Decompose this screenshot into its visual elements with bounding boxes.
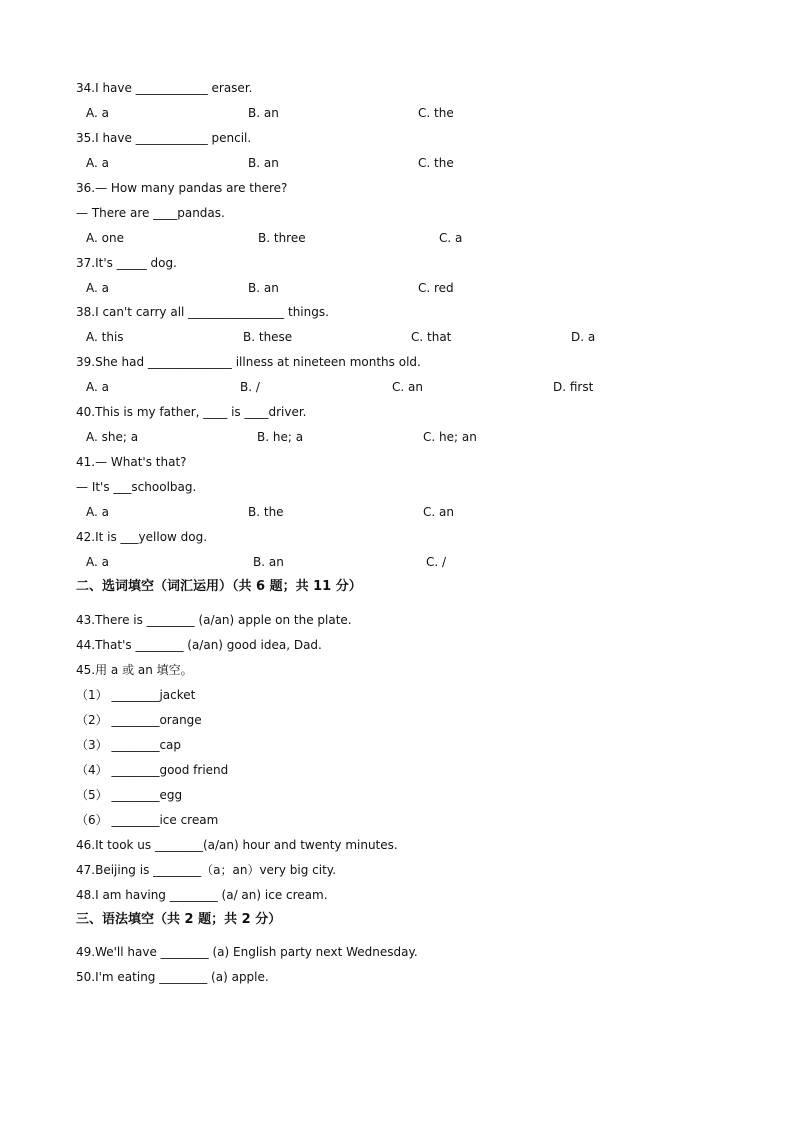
- section-2-title: 二、选词填空（词汇运用）（共 6 题；共 11 分）: [76, 579, 362, 594]
- question-45-item-3: （3） ________cap: [76, 738, 182, 752]
- option-a: A. a: [86, 505, 109, 519]
- question-41-stem2: — It's ___schoolbag.: [76, 480, 197, 494]
- option-c: C. he; an: [423, 430, 477, 444]
- option-d: D. first: [553, 380, 594, 394]
- option-a: A. she; a: [86, 430, 139, 444]
- question-35-stem: 35.I have ____________ pencil.: [76, 131, 252, 145]
- question-45-item-2: （2） ________orange: [76, 713, 202, 727]
- question-42-stem: 42.It is ___yellow dog.: [76, 530, 208, 544]
- option-b: B. these: [243, 330, 293, 344]
- option-b: B. an: [248, 106, 279, 120]
- question-45-item-4: （4） ________good friend: [76, 763, 229, 777]
- question-44: 44.That's ________ (a/an) good idea, Dad.: [76, 638, 322, 652]
- question-40-options: [86, 429, 766, 445]
- option-b: B. an: [248, 281, 279, 295]
- question-36-options: [86, 230, 766, 246]
- question-45-item-5: （5） ________egg: [76, 788, 183, 802]
- question-34-stem: 34.I have ____________ eraser.: [76, 81, 253, 95]
- option-b: B. three: [258, 231, 306, 245]
- option-a: A. this: [86, 330, 124, 344]
- option-d: D. a: [571, 330, 596, 344]
- option-c: C. /: [426, 555, 447, 569]
- option-a: A. a: [86, 281, 109, 295]
- question-48: 48.I am having ________ (a/ an) ice cream.: [76, 888, 328, 902]
- question-36-stem2: — There are ____pandas.: [76, 206, 225, 220]
- option-c: C. an: [392, 380, 423, 394]
- section-3-title: 三、语法填空（共 2 题；共 2 分）: [76, 912, 282, 927]
- question-46: 46.It took us ________(a/an) hour and twenty minutes.: [76, 838, 398, 852]
- option-b: B. an: [248, 156, 279, 170]
- option-c: C. an: [423, 505, 454, 519]
- option-b: B. an: [253, 555, 284, 569]
- question-47: 47.Beijing is ________（a；an）very big city.: [76, 863, 337, 877]
- question-37-stem: 37.It's _____ dog.: [76, 256, 177, 270]
- question-39-options: [86, 379, 766, 395]
- option-a: A. one: [86, 231, 124, 245]
- option-a: A. a: [86, 156, 109, 170]
- question-41-options: [86, 504, 766, 520]
- option-c: C. a: [439, 231, 463, 245]
- option-c: C. the: [418, 156, 454, 170]
- question-41-stem: 41.— What's that?: [76, 455, 187, 469]
- question-45-item-1: （1） ________jacket: [76, 688, 196, 702]
- option-b: B. the: [248, 505, 284, 519]
- option-b: B. he; a: [257, 430, 304, 444]
- question-50: 50.I'm eating ________ (a) apple.: [76, 970, 269, 984]
- question-40-stem: 40.This is my father, ____ is ____driver.: [76, 405, 307, 419]
- question-35-options: [86, 155, 766, 171]
- option-a: A. a: [86, 106, 109, 120]
- question-36-stem: 36.— How many pandas are there?: [76, 181, 288, 195]
- question-42-options: [86, 554, 766, 570]
- question-49: 49.We'll have ________ (a) English party next Wednesday.: [76, 945, 418, 959]
- option-c: C. red: [418, 281, 454, 295]
- question-38-options: [86, 329, 766, 345]
- question-39-stem: 39.She had ______________ illness at nineteen months old.: [76, 355, 421, 369]
- option-c: C. that: [411, 330, 452, 344]
- question-45: 45.用 a 或 an 填空。: [76, 663, 193, 677]
- question-43: 43.There is ________ (a/an) apple on the plate.: [76, 613, 352, 627]
- option-a: A. a: [86, 555, 109, 569]
- question-45-item-6: （6） ________ice cream: [76, 813, 219, 827]
- question-37-options: [86, 280, 766, 296]
- option-b: B. /: [240, 380, 260, 394]
- question-38-stem: 38.I can't carry all ________________ things.: [76, 305, 329, 319]
- option-a: A. a: [86, 380, 109, 394]
- option-c: C. the: [418, 106, 454, 120]
- question-34-options: [86, 105, 766, 121]
